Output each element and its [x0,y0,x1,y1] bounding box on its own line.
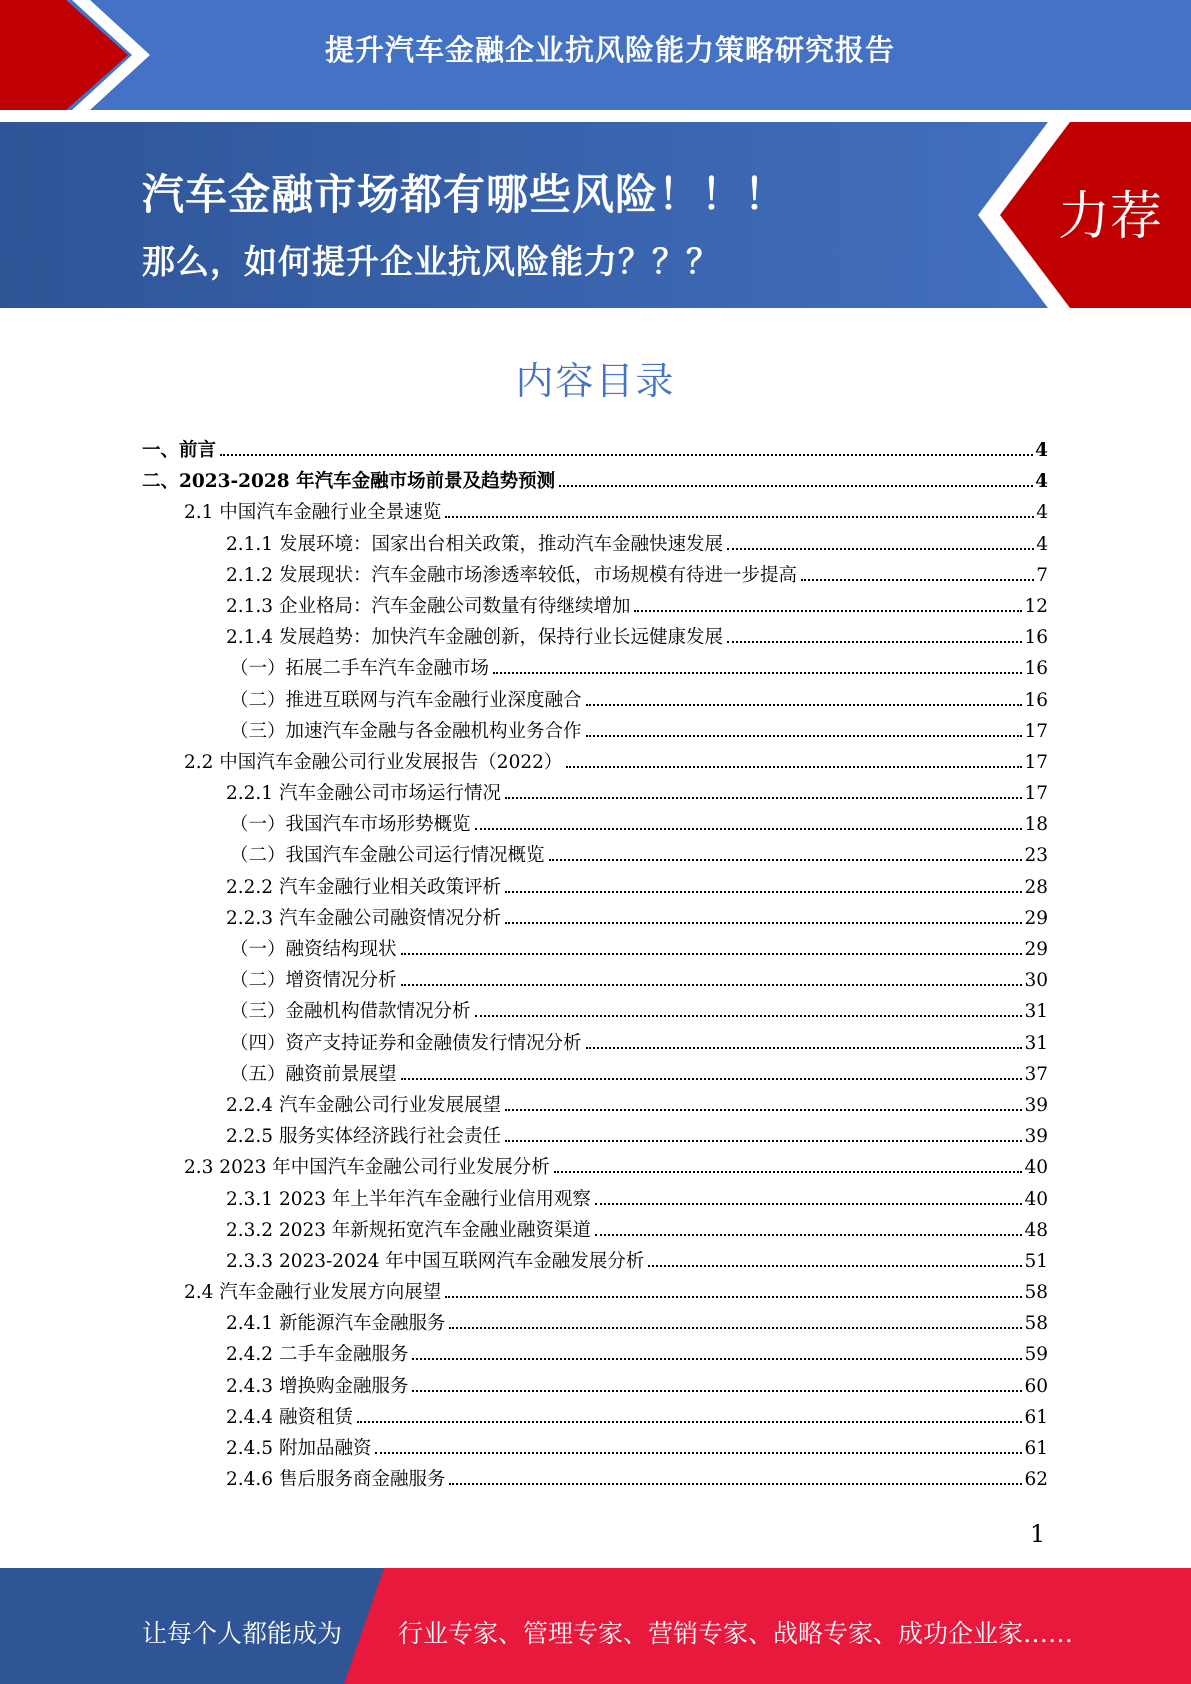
toc-entry-title: 2.4 汽车金融行业发展方向展望 [184,1282,442,1304]
toc-entry[interactable] [142,1278,1048,1309]
hero-band [0,122,1191,308]
toc-entry-page: 37 [1024,1063,1048,1085]
toc-entry[interactable] [142,1153,1048,1184]
toc-entry[interactable] [142,1309,1048,1340]
toc-entry-title: 2.2.5 服务实体经济践行社会责任 [226,1126,501,1148]
toc-entry-page: 40 [1024,1157,1048,1179]
toc-entry-title: （四）资产支持证券和金融债发行情况分析 [230,1032,582,1054]
toc-entry[interactable] [142,498,1048,529]
toc-leader-dots [595,1203,1023,1205]
toc-entry-title: 二、2023-2028 年汽车金融市场前景及趋势预测 [142,471,556,493]
toc-entry-page: 29 [1024,939,1048,960]
toc-entry-page: 23 [1024,845,1048,867]
toc-leader-dots [586,1047,1023,1049]
top-header-band [0,0,1191,110]
toc-entry-title: （一）我国汽车市场形势概览 [230,814,471,836]
toc-entry-title: 2.4.5 附加品融资 [226,1438,372,1459]
toc-entry-title: （一）融资结构现状 [230,939,397,960]
toc-leader-dots [505,1109,1022,1111]
toc-entry-title: 2.1.1 发展环境：国家出台相关政策，推动汽车金融快速发展 [226,533,723,555]
page-number: 1 [1030,1520,1046,1548]
toc-entry[interactable] [142,436,1048,467]
toc-entry-title: 2.3.3 2023-2024 年中国互联网汽车金融发展分析 [226,1250,645,1272]
toc-entry-title: （五）融资前景展望 [230,1063,397,1085]
toc-entry-page: 31 [1024,1032,1048,1054]
footer-band [0,1568,1191,1684]
toc-entry[interactable] [142,1029,1048,1060]
toc-leader-dots [801,579,1034,581]
toc-entry-page: 51 [1024,1250,1048,1272]
toc-entry-title: 2.3.2 2023 年新规拓宽汽车金融业融资渠道 [226,1219,591,1241]
toc-entry-page: 61 [1024,1406,1048,1428]
toc-entry-title: 2.1 中国汽车金融行业全景速览 [184,502,442,524]
report-title: 提升汽车金融企业抗风险能力策略研究报告 [324,33,895,67]
toc-entry[interactable] [142,1091,1048,1122]
toc-leader-dots [648,1265,1022,1267]
toc-entry-title: （二）推进互联网与汽车金融行业深度融合 [230,689,582,711]
toc-entry[interactable] [142,1403,1048,1434]
toc-entry-title: 2.1.3 企业格局：汽车金融公司数量有待继续增加 [226,595,631,617]
toc-leader-dots [549,859,1023,861]
toc-leader-dots [727,641,1022,643]
toc-entry-title: 2.2 中国汽车金融公司行业发展报告（2022） [184,751,563,773]
toc-leader-dots [449,1483,1022,1485]
toc-entry-title: 2.4.1 新能源汽车金融服务 [226,1313,446,1335]
toc-leader-dots [505,922,1022,924]
toc-leader-dots [445,1296,1022,1298]
toc-entry[interactable] [142,623,1048,654]
toc-entry[interactable] [142,748,1048,779]
toc-entry-page: 16 [1024,658,1048,680]
toc-entry[interactable] [142,904,1048,935]
toc-entry[interactable] [142,592,1048,623]
toc-entry[interactable] [142,873,1048,904]
toc-entry[interactable] [142,717,1048,748]
toc-entry-page: 30 [1024,970,1048,992]
toc-entry-title: 2.3 2023 年中国汽车金融公司行业发展分析 [184,1157,550,1179]
toc-leader-dots [449,1327,1022,1329]
toc-entry[interactable] [142,530,1048,561]
toc-leader-dots [505,797,1022,799]
toc-entry-title: 2.1.2 发展现状：汽车金融市场渗透率较低，市场规模有待进一步提高 [226,564,797,586]
toc-leader-dots [586,704,1023,706]
toc-entry[interactable] [142,935,1048,966]
toc-entry-title: 2.3.1 2023 年上半年汽车金融行业信用观察 [226,1188,591,1210]
toc-entry[interactable] [142,966,1048,997]
toc-entry[interactable] [142,1372,1048,1403]
toc-entry-page: 31 [1024,1001,1048,1023]
toc-leader-dots [727,548,1034,550]
toc-entry-title: （三）加速汽车金融与各金融机构业务合作 [230,720,582,742]
toc-entry-title: （一）拓展二手车汽车金融市场 [230,658,490,680]
toc-entry-title: 一、前言 [142,440,217,461]
toc-entry-page: 17 [1024,751,1048,773]
toc-leader-dots [634,610,1022,612]
toc-entry-title: （二）我国汽车金融公司运行情况概览 [230,845,545,867]
toc-entry-page: 39 [1024,1126,1048,1148]
toc-entry-title: 2.2.2 汽车金融行业相关政策评析 [226,876,501,898]
toc-entry[interactable] [142,1247,1048,1278]
table-of-contents [142,436,1048,1496]
toc-entry[interactable] [142,654,1048,685]
toc-entry[interactable] [142,561,1048,592]
toc-entry[interactable] [142,1060,1048,1091]
toc-entry-title: 2.4.4 融资租赁 [226,1406,353,1428]
toc-entry-title: （三）金融机构借款情况分析 [230,1001,471,1023]
toc-entry-title: 2.1.4 发展趋势：加快汽车金融创新，保持行业长远健康发展 [226,627,723,649]
toc-entry-page: 4 [1035,440,1048,461]
toc-leader-dots [445,516,1034,518]
toc-leader-dots [493,672,1022,674]
toc-entry-title: 2.2.4 汽车金融公司行业发展展望 [226,1094,501,1116]
toc-entry-page: 7 [1036,564,1048,586]
hero-subheadline: 那么，如何提升企业抗风险能力？？？ [142,242,720,281]
toc-entry-page: 61 [1024,1438,1048,1459]
toc-entry-page: 60 [1024,1375,1048,1397]
toc-leader-dots [375,1452,1022,1454]
toc-entry[interactable] [142,686,1048,717]
footer-slogan-right: 行业专家、管理专家、营销专家、战略专家、成功企业家…… [398,1619,1074,1648]
toc-leader-dots [357,1421,1023,1423]
toc-heading: 内容目录 [515,359,676,403]
toc-entry[interactable] [142,1216,1048,1247]
toc-leader-dots [505,891,1022,893]
toc-leader-dots [586,735,1023,737]
toc-leader-dots [505,1140,1022,1142]
toc-leader-dots [220,454,1033,456]
footer-slogan-left: 让每个人都能成为 [142,1619,343,1648]
toc-entry-page: 29 [1024,907,1048,929]
hero-headline: 汽车金融市场都有哪些风险！！！ [142,170,788,219]
toc-entry-page: 28 [1024,876,1048,898]
toc-leader-dots [559,485,1033,487]
toc-leader-dots [401,1078,1023,1080]
toc-leader-dots [595,1234,1023,1236]
toc-entry-page: 17 [1024,720,1048,742]
toc-entry-title: 2.4.2 二手车金融服务 [226,1344,409,1366]
toc-entry-page: 39 [1024,1094,1048,1116]
toc-entry-title: 2.4.3 增换购金融服务 [226,1375,409,1397]
toc-entry-page: 62 [1024,1469,1048,1491]
toc-entry-title: 2.2.1 汽车金融公司市场运行情况 [226,783,501,805]
toc-leader-dots [412,1390,1022,1392]
toc-entry-title: 2.2.3 汽车金融公司融资情况分析 [226,907,501,929]
toc-leader-dots [401,953,1023,955]
toc-leader-dots [401,984,1023,986]
toc-entry[interactable] [142,1465,1048,1496]
toc-leader-dots [566,766,1022,768]
toc-entry-page: 4 [1035,471,1048,493]
toc-entry-page: 16 [1024,689,1048,711]
toc-leader-dots [554,1171,1023,1173]
toc-entry-page: 58 [1024,1282,1048,1304]
toc-entry[interactable] [142,779,1048,810]
toc-entry-page: 59 [1024,1344,1048,1366]
toc-entry[interactable] [142,997,1048,1028]
toc-leader-dots [475,828,1023,830]
toc-entry-page: 48 [1024,1219,1048,1241]
toc-entry-page: 16 [1024,627,1048,649]
toc-entry-page: 58 [1024,1313,1048,1335]
toc-entry-page: 18 [1024,814,1048,836]
toc-entry[interactable] [142,1434,1048,1465]
toc-leader-dots [412,1358,1022,1360]
toc-entry[interactable] [142,1122,1048,1153]
toc-leader-dots [475,1015,1023,1017]
toc-entry-page: 4 [1036,502,1048,524]
toc-entry-page: 12 [1024,595,1048,617]
toc-entry-page: 4 [1036,533,1048,555]
toc-entry-page: 17 [1024,783,1048,805]
toc-entry[interactable] [142,841,1048,872]
toc-entry-title: （二）增资情况分析 [230,970,397,992]
toc-entry[interactable] [142,1185,1048,1216]
toc-entry-page: 40 [1024,1188,1048,1210]
toc-entry[interactable] [142,467,1048,498]
toc-entry[interactable] [142,1340,1048,1371]
toc-entry-title: 2.4.6 售后服务商金融服务 [226,1469,446,1491]
recommend-badge: 力荐 [1058,187,1163,247]
toc-entry[interactable] [142,810,1048,841]
